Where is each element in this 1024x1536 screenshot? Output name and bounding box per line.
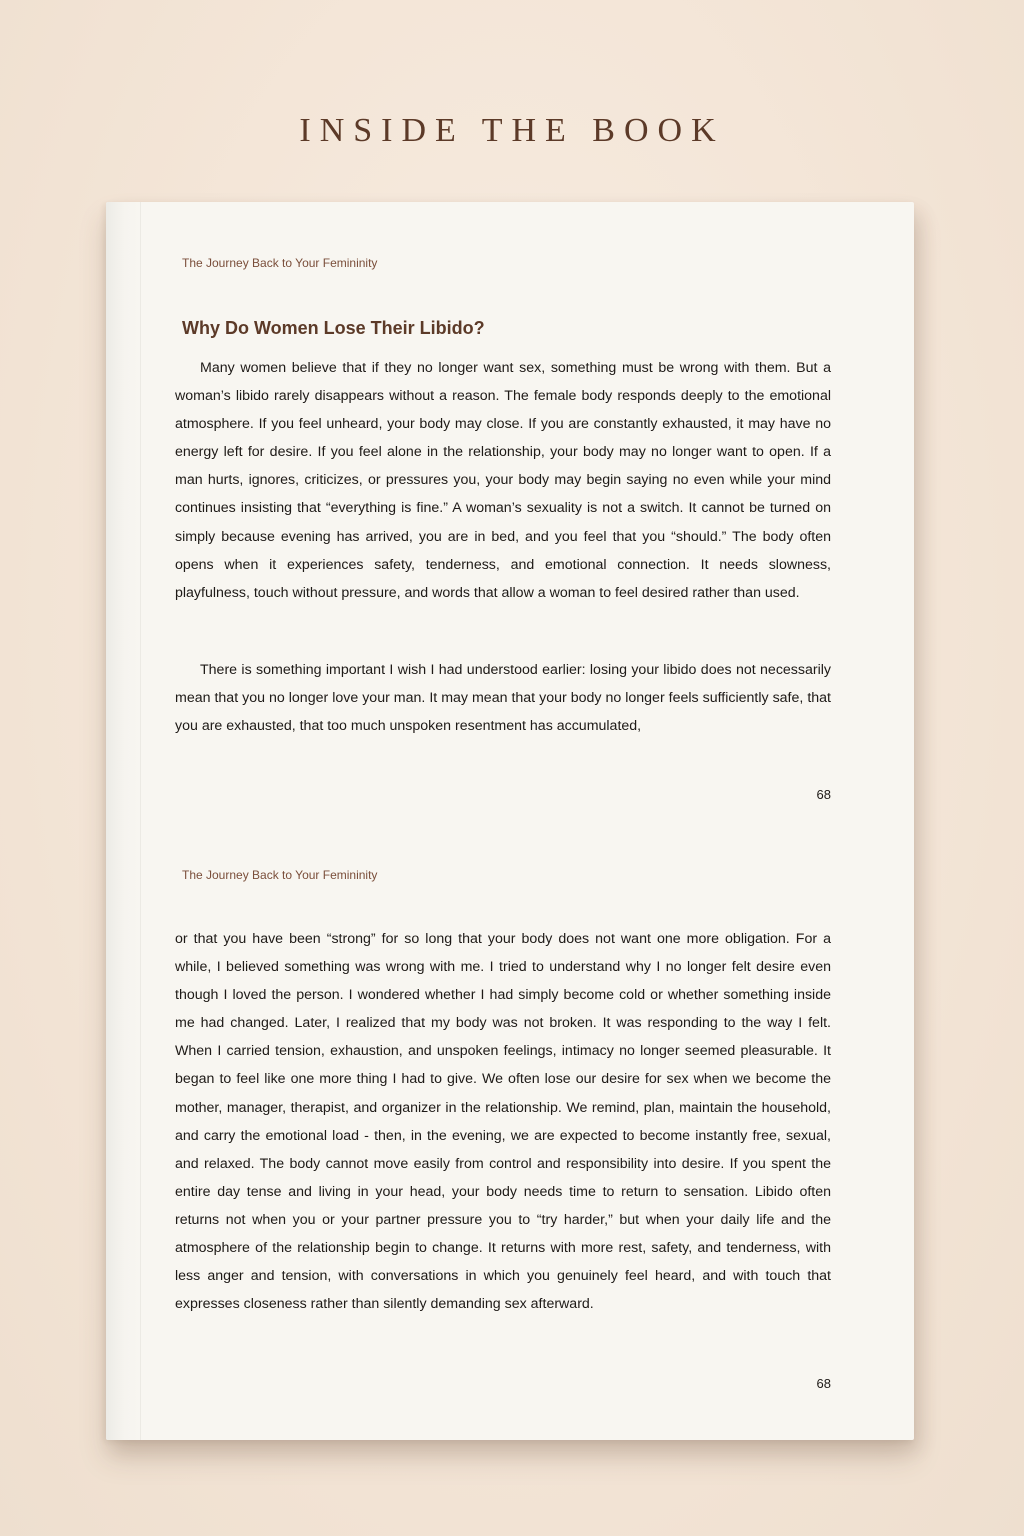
chapter-title: Why Do Women Lose Their Libido? <box>182 318 485 338</box>
page-heading: INSIDE THE BOOK <box>299 112 725 149</box>
book-page-mockup <box>106 202 914 1440</box>
paragraph-1: Many women believe that if they no longer want sex, something must be wrong with them. But a woman’s libido rarely disappears without a reason. The female body responds deeply to the emotional atmosphere. If you feel unheard, your body may close. If you are constantly exhausted, it may have no energy left for desire. If you feel alone in the relationship, your body may no longer want to open. If a man hurts, ignores, criticizes, or pressures you, your body may begin saying no even while your mind continues insisting that “everything is fine.” A woman’s sexuality is not a switch. It cannot be turned on simply because evening has arrived, you are in bed, and you feel that you “should.” The body often opens when it experiences safety, tenderness, and emotional connection. It needs slowness, playfulness, touch without pressure, and words that allow a woman to feel desired rather than used. <box>175 360 831 601</box>
running-head-bottom: The Journey Back to Your Femininity <box>182 868 378 882</box>
paragraph-2: There is something important I wish I had understood earlier: losing your libido does not necessarily mean that you no longer love your man. It may mean that your body no longer feels sufficiently safe, that you are exhausted, that too much unspoken resentment has accumulated, <box>175 662 831 735</box>
page-number-bottom: 68 <box>816 1376 831 1391</box>
running-head-top: The Journey Back to Your Femininity <box>182 256 378 270</box>
page-number-top: 68 <box>816 787 831 802</box>
paragraph-3: or that you have been “strong” for so long that your body does not want one more obligation. For a while, I believed something was wrong with me. I tried to understand why I no longer felt desire even though I loved the person. I wondered whether I had simply become cold or whether something inside me had changed. Later, I realized that my body was not broken. It was responding to the way I felt. When I carried tension, exhaustion, and unspoken feelings, intimacy no longer seemed pleasurable. It began to feel like one more thing I had to give. We often lose our desire for sex when we become the mother, manager, therapist, and organizer in the relationship. We remind, plan, maintain the household, and carry the emotional load - then, in the evening, we are expected to become instantly free, sexual, and relaxed. The body cannot move easily from control and responsibility into desire. If you spent the entire day tense and living in your head, your body needs time to return to sensation. Libido often returns not when you or your partner pressure you to “try harder,” but when your daily life and the atmosphere of the relationship begin to change. It returns with more rest, safety, and tenderness, with less anger and tension, with conversations in which you genuinely feel heard, and with touch that expresses closeness rather than silently demanding sex afterward. <box>175 931 831 1313</box>
